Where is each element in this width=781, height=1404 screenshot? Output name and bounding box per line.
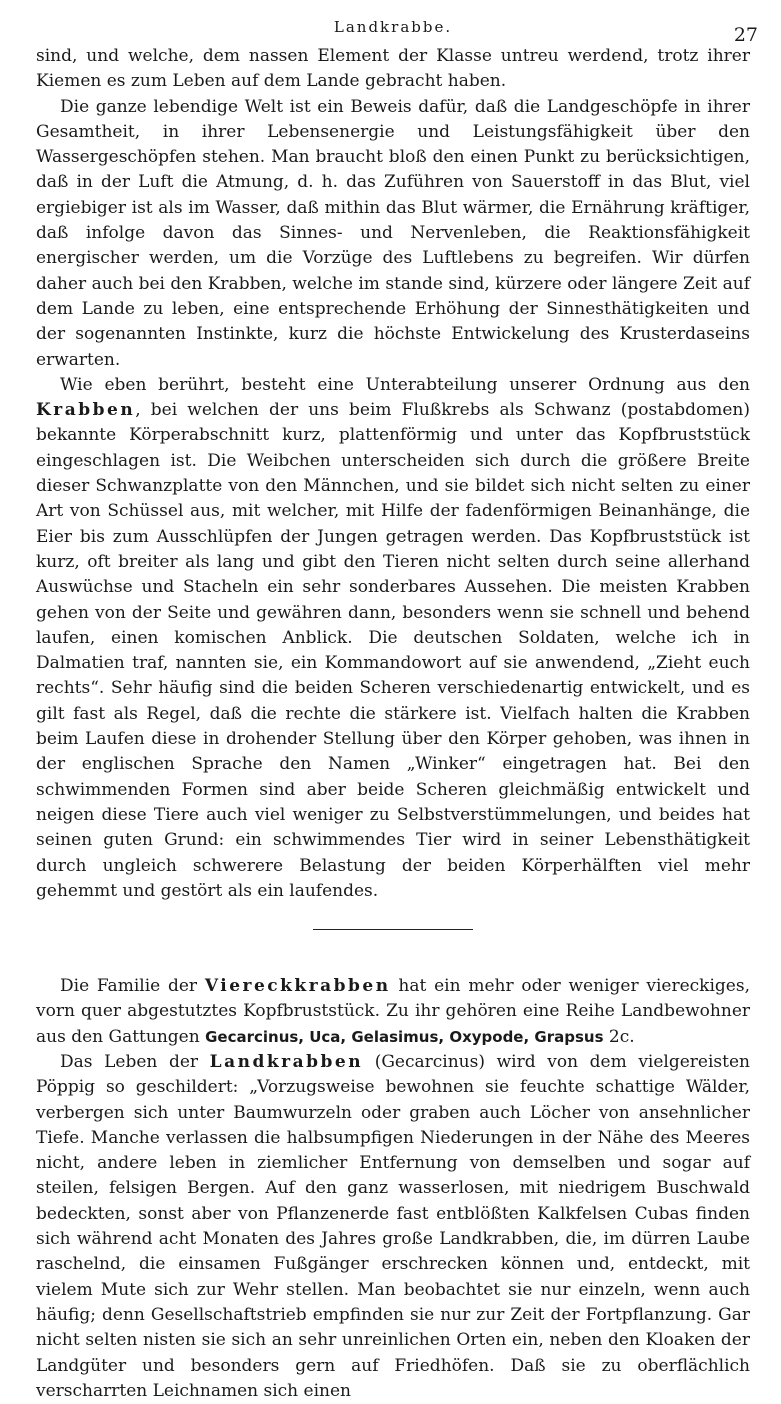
- paragraph-3-text-a: Wie eben berührt, besteht eine Unterabteilung unserer Ordnung aus den: [60, 374, 750, 395]
- paragraph-3: [36, 373, 750, 904]
- paragraph-5-text-a: Das Leben der: [60, 1051, 210, 1072]
- body-text: [36, 44, 750, 1404]
- paragraph-2: Die ganze lebendige Welt ist ein Beweis dafür, daß die Landgeschöpfe in ihrer Gesamtheit, in ihrer Lebensenergie und Leistungsfähigkeit über den Wassergeschöpfen stehen. Man braucht bloß den einen Punkt zu berücksichtigen, daß in der Luft die Atmung, d. h. das Zuführen von Sauerstoff in das Blut, viel ergiebiger ist als im Wasser, daß mithin das Blut wärmer, die Ernährung kräftiger, daß infolge davon das Sinnes- und Nervenleben, die Reaktionsfähigkeit energischer werden, um die Vorzüge des Luftlebens zu begreifen. Wir dürfen daher auch bei den Krabben, welche im stande sind, kürzere oder längere Zeit auf dem Lande zu leben, eine entsprechende Erhöhung der Sinnesthätigkeiten und der sogenannten Instinkte, kurz die höchste Entwickelung des Krusterdaseins erwarten.: [36, 96, 750, 370]
- page-number: 27: [733, 24, 758, 46]
- section-divider: [313, 929, 473, 930]
- paragraph-4: [36, 974, 750, 1050]
- term-viereckkrabben: Viereckkrabben: [204, 976, 391, 997]
- paragraph-1: sind, und welche, dem nassen Element der Klasse untreu werdend, trotz ihrer Kiemen es zum Leben auf dem Lande gebracht haben.: [36, 46, 750, 92]
- paragraph-4-text-c: 2c.: [603, 1026, 635, 1047]
- term-landkrabben: Landkrabben: [209, 1051, 364, 1072]
- page: [36, 0, 758, 1404]
- term-krabben: Krabben: [36, 400, 136, 421]
- paragraph-4-text-a: Die Familie der: [60, 976, 205, 997]
- page-header: [36, 0, 758, 46]
- running-title: Landkrabbe.: [333, 18, 453, 36]
- paragraph-3-text-b: , bei welchen der uns beim Flußkrebs als Schwanz (postabdomen) bekannte Körperabschnitt kurz, plattenförmig und unter das Kopfbruststück eingeschlagen ist. Die Weibchen unterscheiden sich durch die größere Breite dieser Schwanzplatte von den Männchen, und sie bildet sich nicht selten zu einer Art von Schüssel aus, mit welcher, mit Hilfe der fadenförmigen Beinanhänge, die Eier bis zum Ausschlüpfen der Jungen getragen werden. Das Kopfbruststück ist kurz, oft breiter als lang und gibt den Tieren nicht selten durch seine allerhand Auswüchse und Stacheln ein sehr sonderbares Aussehen. Die meisten Krabben gehen von der Seite und gewähren dann, besonders wenn sie schnell und behend laufen, einen komischen Anblick. Die deutschen Soldaten, welche ich in Dalmatien traf, nannten sie, ein Kommandowort auf sie anwendend, „Zieht euch rechts“. Sehr häufig sind die beiden Scheren verschiedenartig entwickelt, und es gilt fast als Regel, daß die rechte die stärkere ist. Vielfach halten die Krabben beim Laufen diese in drohender Stellung über den Körper gehoben, was ihnen in der englischen Sprache den Namen „Winker“ eingetragen hat. Bei den schwimmenden Formen sind aber beide Scheren gleichmäßig entwickelt und neigen diese Tiere auch viel weniger zu Selbstverstümmelungen, und beides hat seinen guten Grund: ein schwimmendes Tier wird in seiner Lebensthätigkeit durch ungleich schwerere Belastung der beiden Körperhälften viel mehr gehemmt und gestört als ein laufendes.: [36, 400, 750, 901]
- paragraph-4-text-b: hat ein mehr oder weniger viereckiges, vorn quer abgestutztes Kopfbruststück. Zu ihr gehören eine Reihe Landbewohner aus den Gattungen: [36, 976, 750, 1047]
- paragraph-5: [36, 1050, 750, 1404]
- genera-names: Gecarcinus, Uca, Gelasimus, Oxypode, Grapsus: [205, 1027, 604, 1046]
- paragraph-5-text-b: (Gecarcinus) wird von dem vielgereisten Pöppig so geschildert: „Vorzugsweise bewohnen sie feuchte schattige Wälder, verbergen sich unter Baumwurzeln oder graben auch Löcher von ansehnlicher Tiefe. Manche verlassen die halbsumpfigen Niederungen in der Nähe des Meeres nicht, andere leben in ziemlicher Entfernung von demselben und sogar auf steilen, felsigen Bergen. Auf den ganz wasserlosen, mit niedrigem Buschwald bedeckten, sonst aber von Pflanzenerde fast entblößten Kalkfelsen Cubas finden sich während acht Monaten des Jahres große Landkrabben, die, im dürren Laube raschelnd, die einsamen Fußgänger erschrecken können und, entdeckt, mit vielem Mute sich zur Wehr stellen. Man beobachtet sie nur einzeln, wenn auch häufig; denn Gesellschaftstrieb empfinden sie nur zur Zeit der Fortpflanzung. Gar nicht selten nisten sie sich an sehr unreinlichen Orten ein, neben den Kloaken der Landgüter und besonders gern auf Friedhöfen. Daß sie zu oberflächlich verscharrten Leichnamen sich einen: [36, 1051, 750, 1401]
